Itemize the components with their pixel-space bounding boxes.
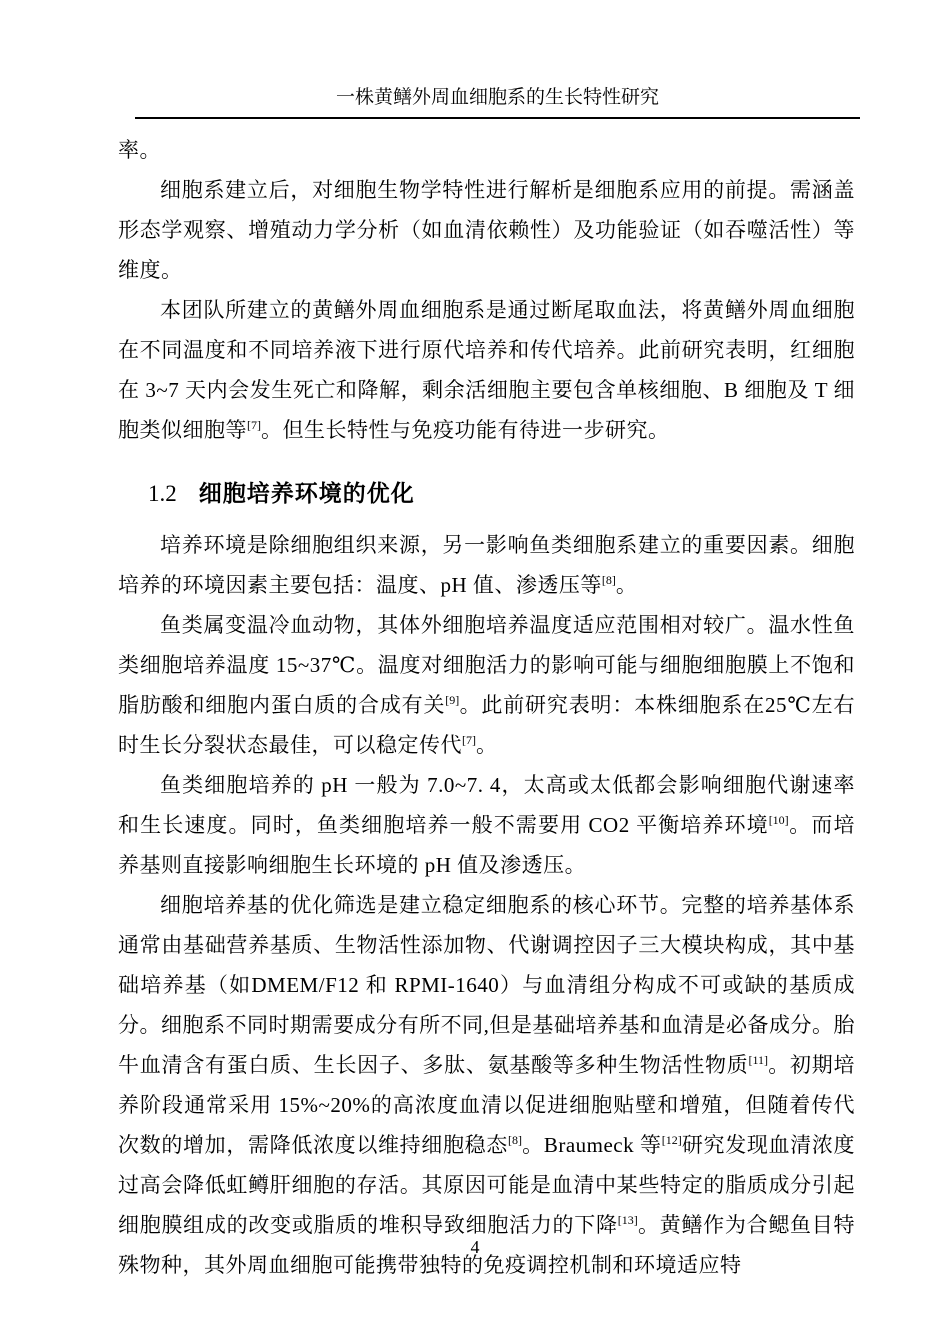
text-run: 细胞培养基的优化筛选是建立稳定细胞系的核心环节。完整的培养基体系通常由基础营养基质、生物活性添加物、代谢调控因子三大模块构成，其中基础培养基（如DMEM/F12 和 RPMI-1640）与血清组分构成不可或缺的基质成分。细胞系不同时期需要成分有所不同,但是基础培养基和血清是必备成分。胎牛血清含有蛋白质、生长因子、多肽、氨基酸等多种生物活性物质 xyxy=(118,893,855,1077)
paragraph xyxy=(118,605,855,765)
text-run: 。初期培养阶段通常采用 15%~20%的高浓度血清以促进细胞贴壁和增殖，但随着传代次数的增加，需降低浓度以维持细胞稳态 xyxy=(118,1053,856,1157)
text-run: 鱼类属变温冷血动物，其体外细胞培养温度适应范围相对较广。温水性鱼类细胞培养温度 15~37℃。温度对细胞活力的影响可能与细胞细胞膜上不饱和脂肪酸和细胞内蛋白质的合成有关 xyxy=(118,613,855,717)
citation-ref: [13] xyxy=(617,1213,638,1227)
text-run: 研究发现血清浓度过高会降低虹鳟肝细胞的存活。其原因可能是血清中某些特定的脂质成分引起细胞膜组成的改变或脂质的堆积导致细胞活力的下降 xyxy=(118,1133,856,1237)
page-number: 4 xyxy=(470,1237,480,1257)
section-number: 1.2 xyxy=(148,481,177,506)
text-run: 细胞系建立后，对细胞生物学特性进行解析是细胞系应用的前提。需涵盖形态学观察、增殖动力学分析（如血清依赖性）及功能验证（如吞噬活性）等维度。 xyxy=(118,178,855,282)
text-run: 本团队所建立的黄鳝外周血细胞系是通过断尾取血法，将黄鳝外周血细胞在不同温度和不同培养液下进行原代培养和传代培养。此前研究表明，红细胞在 3~7 天内会发生死亡和降解，剩余活细胞主要包含单核细胞、B 细胞及 T 细胞类似细胞等 xyxy=(118,298,855,442)
citation-ref: [7] xyxy=(462,733,476,747)
paragraph xyxy=(118,765,855,885)
text-run: 。Braumeck 等 xyxy=(521,1133,662,1157)
text-run: 培养环境是除细胞组织来源，另一影响鱼类细胞系建立的重要因素。细胞培养的环境因素主要包括：温度、pH 值、渗透压等 xyxy=(118,533,855,597)
body-content xyxy=(118,130,855,1285)
paragraph xyxy=(118,130,855,170)
citation-ref: [11] xyxy=(748,1053,769,1067)
header-title: 一株黄鳝外周血细胞系的生长特性研究 xyxy=(335,87,659,108)
section-title: 细胞培养环境的优化 xyxy=(198,480,415,506)
citation-ref: [7] xyxy=(247,418,261,432)
text-run: 。 xyxy=(476,733,498,757)
paragraph xyxy=(118,290,855,450)
citation-ref: [8] xyxy=(601,573,616,587)
citation-ref: [9] xyxy=(445,693,460,707)
section-heading xyxy=(118,476,855,511)
text-run: 。而培养基则直接影响细胞生长环境的 pH 值及渗透压。 xyxy=(118,813,855,877)
citation-ref: [8] xyxy=(507,1133,522,1147)
page-footer xyxy=(0,1236,950,1258)
citation-ref: [10] xyxy=(768,813,789,827)
text-run: 。黄鳝作为合鳃鱼目特殊物种，其外周血细胞可能携带独特的免疫调控机制和环境适应特 xyxy=(118,1213,856,1277)
paragraph xyxy=(118,525,855,605)
text-run: 。 xyxy=(615,573,638,597)
text-run: 。此前研究表明：本株细胞系在25℃左右时生长分裂状态最佳，可以稳定传代 xyxy=(118,693,855,757)
text-run: 。但生长特性与免疫功能有待进一步研究。 xyxy=(261,418,670,442)
page-header xyxy=(135,86,860,119)
paragraph xyxy=(118,885,855,1285)
paragraph xyxy=(118,170,855,290)
citation-ref: [12] xyxy=(661,1133,682,1147)
text-run: 鱼类细胞培养的 pH 一般为 7.0~7. 4，太高或太低都会影响细胞代谢速率和生长速度。同时，鱼类细胞培养一般不需要用 CO2 平衡培养环境 xyxy=(118,773,855,837)
text-run: 率。 xyxy=(118,138,161,162)
